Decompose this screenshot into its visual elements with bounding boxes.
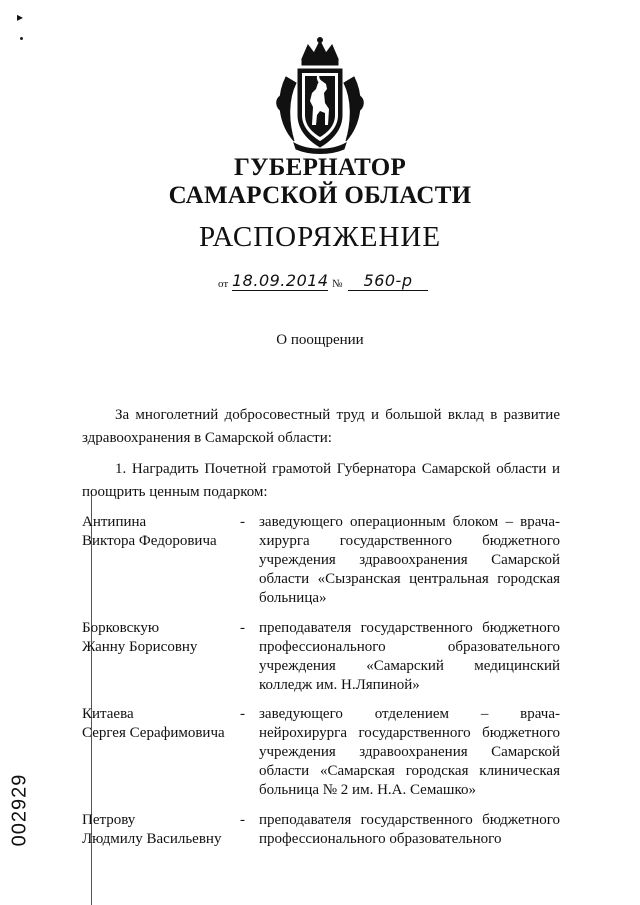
date-number-line	[218, 272, 428, 296]
margin-mark-dot	[20, 37, 23, 40]
handwritten-number: 560-р	[348, 272, 428, 291]
date-from-label: от	[218, 278, 229, 290]
awardee-surname: Антипина	[82, 514, 147, 530]
awardee-given-names: Сергея Серафимовича	[82, 725, 225, 741]
awardee-entry	[82, 513, 560, 606]
awardee-given-names: Виктора Федоровича	[82, 533, 217, 549]
awardee-surname: Китаева	[82, 706, 134, 722]
awardee-given-names: Людмилу Васильевну	[82, 831, 222, 847]
list-dash: -	[240, 514, 245, 530]
awardee-position: преподавателя государственного бюджетного профессионального образовательного	[259, 812, 560, 847]
number-label: №	[332, 278, 343, 290]
awardee-position: заведующего отделением – врача-нейрохирурга государственного бюджетного учреждения здравоохранения Самарской области «Самарская городская клиническая больница № 2 им. Н.А. Семашко»	[259, 706, 560, 798]
document-type: РАСПОРЯЖЕНИЕ	[198, 221, 442, 253]
serial-number: 002929	[8, 773, 31, 847]
awardee-position: преподавателя государственного бюджетного профессионального образовательного учреждения «Самарский медицинский колледж им. Н.Ляпиной»	[259, 620, 560, 693]
item-1-paragraph: 1. Наградить Почетной грамотой Губернатора Самарской области и поощрить ценным подарком:	[82, 461, 560, 500]
handwritten-date: 18.09.2014	[232, 271, 329, 290]
list-dash: -	[240, 706, 245, 722]
awardee-surname: Борковскую	[82, 620, 160, 636]
list-dash: -	[240, 812, 245, 828]
awardee-given-names: Жанну Борисовну	[82, 639, 198, 655]
awardee-entry	[82, 619, 560, 699]
awardee-entry	[82, 705, 560, 800]
document-subject: О поощрении	[276, 332, 364, 348]
margin-mark-arrow: ▸	[17, 10, 24, 24]
side-serial-stamp	[9, 765, 31, 855]
awardee-surname: Петрову	[82, 812, 136, 828]
samara-coat-of-arms-icon	[272, 37, 368, 155]
governor-title: ГУБЕРНАТОР	[233, 154, 407, 181]
region-title: САМАРСКОЙ ОБЛАСТИ	[168, 182, 472, 209]
awardee-entry	[82, 811, 560, 851]
awardee-position: заведующего операционным блоком – врача-хирурга государственного бюджетного учреждения здравоохранения Самарской области «Сызранская центральная городская больница»	[259, 514, 560, 606]
intro-paragraph: За многолетний добросовестный труд и большой вклад в развитие здравоохранения в Самарской области:	[82, 407, 560, 446]
list-dash: -	[240, 620, 245, 636]
